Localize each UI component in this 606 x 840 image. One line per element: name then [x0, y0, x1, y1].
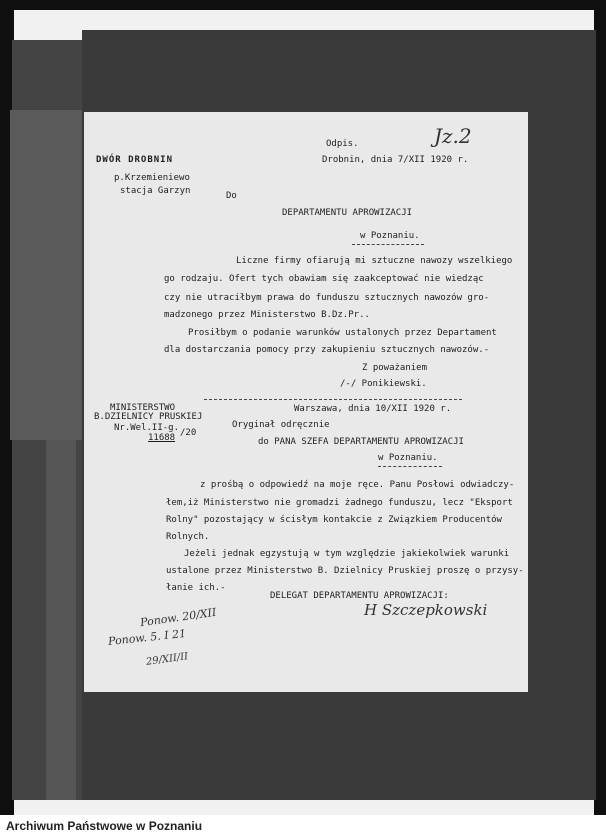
body-line-2: go rodzaju. Ofert tych obawiam się zaakceptować nie wiedząc: [164, 274, 484, 284]
body2-line-7: łanie ich.-: [166, 583, 226, 593]
folder-strip-lower: [46, 440, 76, 800]
copy-mark: Odpis.: [326, 139, 359, 149]
body2-line-1: z prośbą o odpowiedź na moje ręce. Panu Posłowi odwiadczy-: [200, 480, 515, 490]
body-line-6: dla dostarczania pomocy przy zakupieniu sztucznych nawozów.-: [164, 345, 490, 355]
original-returned: Oryginał odręcznie: [232, 420, 330, 430]
body-line-4: madzonego przez Ministerstwo B.Dz.Pr..: [164, 310, 370, 320]
footer-bar: [0, 815, 606, 840]
to-2-city: w Poznaniu.: [378, 453, 438, 463]
delegate-signature: H Szczepkowski: [364, 601, 488, 619]
body2-line-3: Rolny" pozostający w ścisłym kontakcie z Związkiem Producentów: [166, 515, 502, 525]
addressee-to: Do: [226, 191, 237, 201]
divider: [204, 399, 462, 400]
ministry-line-2: B.DZIELNICY PRUSKIEJ: [94, 412, 203, 422]
body-line-3: czy nie utraciłbym prawa do funduszu sztucznych nawozów gro-: [164, 293, 490, 303]
ministry-ref-number: 11688: [148, 433, 176, 443]
body2-line-5: Jeżeli jednak egzystują w tym względzie jakiekolwiek warunki: [184, 549, 510, 559]
reference-number: Jz.2: [434, 124, 472, 148]
handwritten-note-1: Ponow. 20/XII: [139, 605, 218, 630]
sender-line-3: stacja Garzyn: [120, 186, 191, 196]
divider: [352, 244, 424, 245]
body-line-5: Prosiłbym o podanie warunków ustalonych przez Departament: [188, 328, 497, 338]
ministry-ref-year: /20: [180, 428, 197, 438]
document-page: [84, 112, 528, 692]
ministry-ref: Nr.Wel.II-g.: [114, 423, 180, 433]
recipient-city: w Poznaniu.: [360, 231, 420, 241]
place-date: Drobnin, dnia 7/XII 1920 r.: [322, 155, 469, 165]
delegate-title: DELEGAT DEPARTAMENTU APROWIZACJI:: [270, 591, 449, 601]
body2-line-4: Rolnych.: [166, 532, 210, 542]
archive-credit: Archiwum Państwowe w Poznaniu: [6, 819, 203, 833]
folder-strip: [10, 110, 82, 440]
signature: /-/ Ponikiewski.: [340, 379, 427, 389]
recipient: DEPARTAMENTU APROWIZACJI: [282, 208, 413, 218]
body-line-1: Liczne firmy ofiarują mi sztuczne nawozy wszelkiego: [236, 256, 513, 266]
body2-line-6: ustalone przez Ministerstwo B. Dzielnicy Pruskiej proszę o przysy-: [166, 566, 524, 576]
handwritten-note-2: Ponow. 5. I 21: [107, 626, 187, 649]
handwritten-note-3: 29/XII/II: [145, 651, 189, 668]
to-2: do PANA SZEFA DEPARTAMENTU APROWIZACJI: [258, 437, 464, 447]
divider: [378, 466, 442, 467]
sender-line-2: p.Krzemieniewo: [114, 173, 190, 183]
ministry-line-1: MINISTERSTWO: [110, 403, 176, 413]
sender-line-1: DWÓR DROBNIN: [96, 155, 174, 165]
place-date-2: Warszawa, dnia 10/XII 1920 r.: [294, 404, 452, 414]
body2-line-2: łem,iż Ministerstwo nie gromadzi żadnego funduszu, lecz "Eksport: [166, 498, 513, 508]
closing: Z poważaniem: [362, 363, 428, 373]
